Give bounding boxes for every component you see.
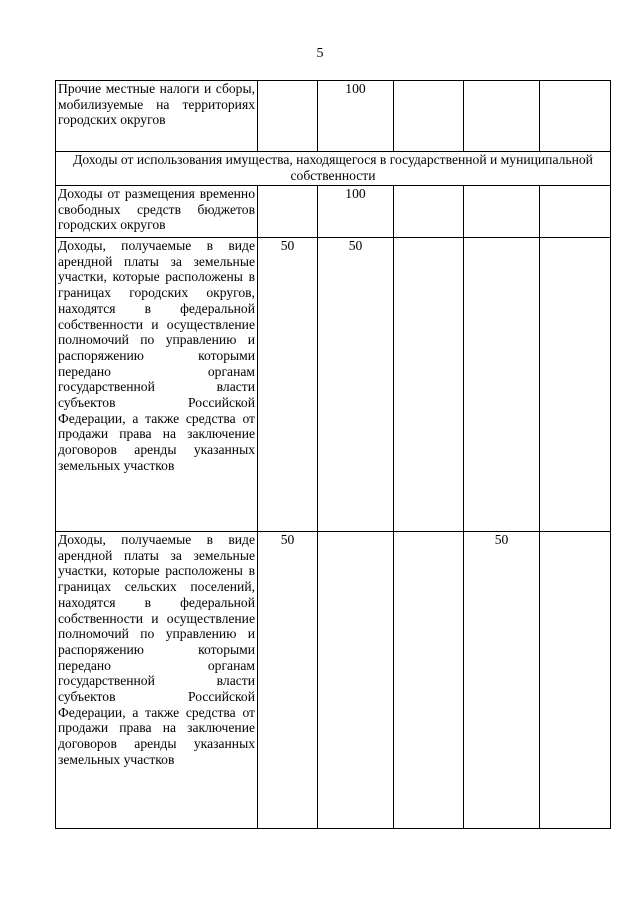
- page-number: 5: [316, 46, 324, 61]
- value-cell: [540, 81, 611, 152]
- value-cell: [540, 238, 611, 532]
- value-cell: [464, 186, 540, 238]
- value-cell: [394, 186, 464, 238]
- revenue-name-cell: Доходы от размещения временно свободных средств бюджетов городских округов: [56, 186, 258, 238]
- value-cell: 100: [318, 81, 394, 152]
- table-row: [56, 238, 611, 532]
- value-cell: [394, 238, 464, 532]
- value-cell: [318, 532, 394, 829]
- value-cell: [258, 186, 318, 238]
- value-cell: [258, 81, 318, 152]
- value-cell: 50: [258, 238, 318, 532]
- value-cell: 50: [258, 532, 318, 829]
- table-row: [56, 186, 611, 238]
- revenue-name-cell: Доходы, получаемые в виде арендной платы за земельные участки, которые расположены в границах городских округов, находятся в федеральной собственности и осуществление полномочий по управлению и распоряжению которыми передано органам государственной власти субъектов Российской Федерации, а также средства от продажи права на заключение договоров аренды указанных земельных участков: [56, 238, 258, 532]
- value-cell: [464, 81, 540, 152]
- value-cell: 50: [464, 532, 540, 829]
- value-cell: [394, 532, 464, 829]
- value-cell: [394, 81, 464, 152]
- section-title: Доходы от использования имущества, находящегося в государственной и муниципальной собственности: [56, 152, 611, 186]
- table-row: [56, 532, 611, 829]
- revenue-distribution-table: [55, 80, 611, 829]
- value-cell: 100: [318, 186, 394, 238]
- value-cell: [540, 186, 611, 238]
- value-cell: 50: [318, 238, 394, 532]
- value-cell: [540, 532, 611, 829]
- revenue-name-cell: Доходы, получаемые в виде арендной платы за земельные участки, которые расположены в границах сельских поселений, находятся в федеральной собственности и осуществление полномочий по управлению и распоряжению которыми передано органам государственной власти субъектов Российской Федерации, а также средства от продажи права на заключение договоров аренды указанных земельных участков: [56, 532, 258, 829]
- table-row: [56, 81, 611, 152]
- section-header-row: [56, 152, 611, 186]
- value-cell: [464, 238, 540, 532]
- revenue-name-cell: Прочие местные налоги и сборы, мобилизуемые на территориях городских округов: [56, 81, 258, 152]
